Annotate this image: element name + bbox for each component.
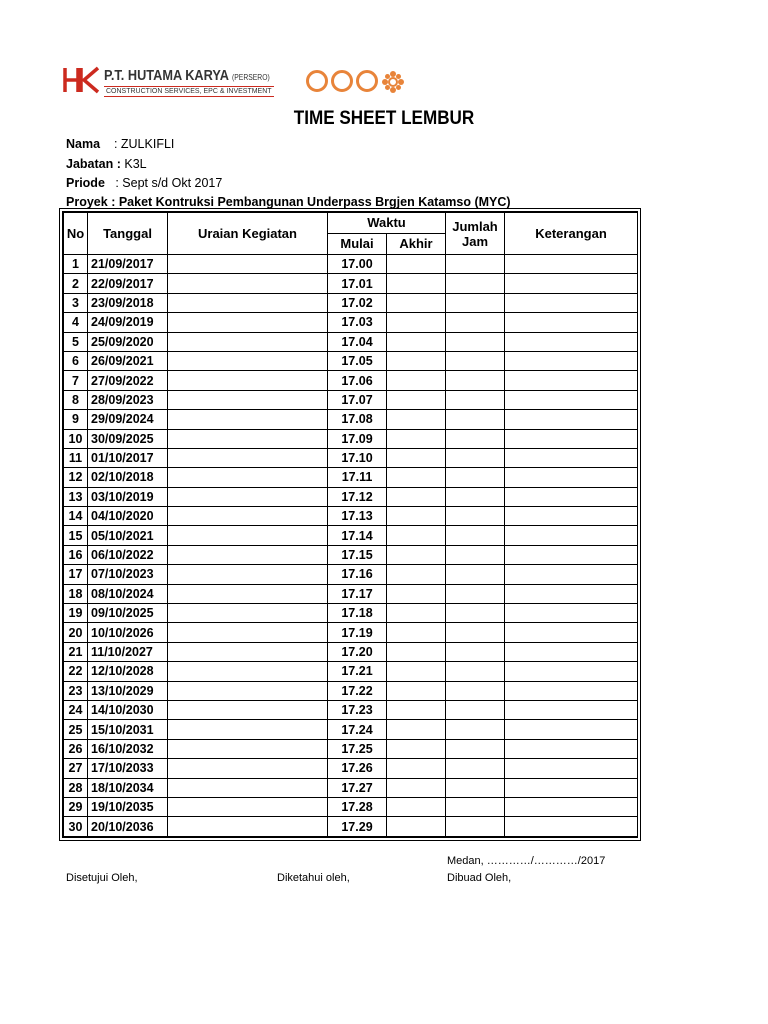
cell-mulai: 17.16: [328, 565, 387, 584]
cell-no: 3: [64, 293, 88, 312]
table-row: [64, 332, 638, 351]
cell-mulai: 17.05: [328, 351, 387, 370]
cell-jumlah-jam: [446, 332, 505, 351]
cell-uraian: [168, 681, 328, 700]
cell-akhir: [387, 487, 446, 506]
cell-keterangan: [505, 739, 638, 758]
cell-tanggal: 28/09/2023: [88, 390, 168, 409]
table-body: [64, 255, 638, 837]
cell-akhir: [387, 274, 446, 293]
table-row: [64, 778, 638, 797]
cell-mulai: 17.07: [328, 390, 387, 409]
cell-jumlah-jam: [446, 410, 505, 429]
cell-mulai: 17.11: [328, 468, 387, 487]
col-header-keterangan: Keterangan: [505, 213, 638, 255]
cell-no: 24: [64, 700, 88, 719]
cell-akhir: [387, 332, 446, 351]
cell-akhir: [387, 817, 446, 836]
cell-jumlah-jam: [446, 642, 505, 661]
cell-akhir: [387, 390, 446, 409]
cell-uraian: [168, 468, 328, 487]
cell-uraian: [168, 507, 328, 526]
cell-uraian: [168, 720, 328, 739]
table-row: [64, 545, 638, 564]
cell-jumlah-jam: [446, 778, 505, 797]
cell-uraian: [168, 448, 328, 467]
cell-jumlah-jam: [446, 623, 505, 642]
cell-tanggal: 05/10/2021: [88, 526, 168, 545]
cell-uraian: [168, 584, 328, 603]
cell-no: 23: [64, 681, 88, 700]
cell-keterangan: [505, 662, 638, 681]
cell-no: 9: [64, 410, 88, 429]
cell-mulai: 17.01: [328, 274, 387, 293]
cell-tanggal: 16/10/2032: [88, 739, 168, 758]
signature-dibuad: Dibuad Oleh,: [447, 872, 512, 884]
cell-akhir: [387, 759, 446, 778]
cell-akhir: [387, 681, 446, 700]
cell-akhir: [387, 584, 446, 603]
cell-mulai: 17.03: [328, 313, 387, 332]
cell-keterangan: [505, 623, 638, 642]
cell-keterangan: [505, 681, 638, 700]
cell-no: 18: [64, 584, 88, 603]
cell-tanggal: 29/09/2024: [88, 410, 168, 429]
cell-tanggal: 18/10/2034: [88, 778, 168, 797]
cell-akhir: [387, 778, 446, 797]
cell-uraian: [168, 759, 328, 778]
cell-uraian: [168, 332, 328, 351]
cell-akhir: [387, 313, 446, 332]
col-header-akhir: Akhir: [387, 234, 446, 255]
cell-tanggal: 10/10/2026: [88, 623, 168, 642]
table-row: [64, 642, 638, 661]
cell-keterangan: [505, 255, 638, 274]
cell-keterangan: [505, 429, 638, 448]
table-row: [64, 274, 638, 293]
cell-keterangan: [505, 410, 638, 429]
cell-uraian: [168, 293, 328, 312]
cell-keterangan: [505, 293, 638, 312]
table-row: [64, 448, 638, 467]
col-header-mulai: Mulai: [328, 234, 387, 255]
cell-no: 1: [64, 255, 88, 274]
cell-keterangan: [505, 700, 638, 719]
info-nama: Nama : ZULKIFLI: [66, 137, 175, 151]
cell-tanggal: 03/10/2019: [88, 487, 168, 506]
cell-no: 7: [64, 371, 88, 390]
cell-no: 15: [64, 526, 88, 545]
cell-keterangan: [505, 720, 638, 739]
info-proyek: Proyek : Paket Kontruksi Pembangunan Underpass Brgjen Katamso (MYC): [66, 195, 511, 209]
cell-no: 6: [64, 351, 88, 370]
cell-no: 2: [64, 274, 88, 293]
col-header-tanggal: Tanggal: [88, 213, 168, 255]
cell-uraian: [168, 739, 328, 758]
cell-tanggal: 06/10/2022: [88, 545, 168, 564]
cell-keterangan: [505, 468, 638, 487]
cell-mulai: 17.19: [328, 623, 387, 642]
iso-badge-icon: [306, 70, 328, 92]
cell-uraian: [168, 662, 328, 681]
cell-akhir: [387, 526, 446, 545]
cell-akhir: [387, 642, 446, 661]
cell-tanggal: 15/10/2031: [88, 720, 168, 739]
cell-jumlah-jam: [446, 604, 505, 623]
col-header-waktu: Waktu: [328, 213, 446, 234]
cell-mulai: 17.24: [328, 720, 387, 739]
table-row: [64, 429, 638, 448]
certification-badges: [306, 70, 405, 100]
cell-keterangan: [505, 313, 638, 332]
cell-jumlah-jam: [446, 700, 505, 719]
hk-logo-icon: [62, 66, 102, 96]
cell-jumlah-jam: [446, 545, 505, 564]
cell-jumlah-jam: [446, 351, 505, 370]
cell-jumlah-jam: [446, 681, 505, 700]
col-header-jumlah: Jumlah Jam: [446, 213, 505, 255]
cell-uraian: [168, 623, 328, 642]
cell-no: 16: [64, 545, 88, 564]
cell-tanggal: 17/10/2033: [88, 759, 168, 778]
cell-no: 27: [64, 759, 88, 778]
cell-mulai: 17.17: [328, 584, 387, 603]
cell-akhir: [387, 429, 446, 448]
cell-uraian: [168, 797, 328, 816]
cell-jumlah-jam: [446, 662, 505, 681]
cell-mulai: 17.20: [328, 642, 387, 661]
table-row: [64, 507, 638, 526]
cell-no: 30: [64, 817, 88, 836]
cell-jumlah-jam: [446, 293, 505, 312]
cell-akhir: [387, 293, 446, 312]
table-row: [64, 623, 638, 642]
cell-mulai: 17.28: [328, 797, 387, 816]
table-row: [64, 720, 638, 739]
cell-keterangan: [505, 759, 638, 778]
cell-jumlah-jam: [446, 487, 505, 506]
cell-no: 12: [64, 468, 88, 487]
cell-uraian: [168, 526, 328, 545]
cell-tanggal: 22/09/2017: [88, 274, 168, 293]
cell-akhir: [387, 565, 446, 584]
cell-jumlah-jam: [446, 274, 505, 293]
cell-jumlah-jam: [446, 584, 505, 603]
cell-keterangan: [505, 797, 638, 816]
cell-mulai: 17.23: [328, 700, 387, 719]
table-row: [64, 662, 638, 681]
place-date: Medan, …………/…………/2017: [447, 855, 606, 867]
cell-keterangan: [505, 584, 638, 603]
cell-keterangan: [505, 565, 638, 584]
cell-mulai: 17.14: [328, 526, 387, 545]
cell-keterangan: [505, 778, 638, 797]
cell-no: 26: [64, 739, 88, 758]
k3-emblem-icon: [381, 70, 405, 94]
cell-keterangan: [505, 448, 638, 467]
table-row: [64, 565, 638, 584]
table-row: [64, 313, 638, 332]
cell-jumlah-jam: [446, 468, 505, 487]
cell-uraian: [168, 487, 328, 506]
cell-keterangan: [505, 545, 638, 564]
cell-tanggal: 04/10/2020: [88, 507, 168, 526]
table-row: [64, 584, 638, 603]
cell-tanggal: 23/09/2018: [88, 293, 168, 312]
table-row: [64, 526, 638, 545]
cell-akhir: [387, 255, 446, 274]
cell-keterangan: [505, 274, 638, 293]
cell-no: 13: [64, 487, 88, 506]
company-tagline: CONSTRUCTION SERVICES, EPC & INVESTMENT: [106, 88, 272, 95]
table-row: [64, 681, 638, 700]
iso-badge-icon: [356, 70, 378, 92]
cell-uraian: [168, 274, 328, 293]
cell-tanggal: 25/09/2020: [88, 332, 168, 351]
cell-uraian: [168, 371, 328, 390]
cell-no: 11: [64, 448, 88, 467]
info-priode: Priode : Sept s/d Okt 2017: [66, 176, 223, 190]
table-row: [64, 390, 638, 409]
cell-jumlah-jam: [446, 390, 505, 409]
cell-no: 8: [64, 390, 88, 409]
cell-no: 20: [64, 623, 88, 642]
cell-uraian: [168, 255, 328, 274]
cell-keterangan: [505, 332, 638, 351]
cell-mulai: 17.13: [328, 507, 387, 526]
cell-mulai: 17.06: [328, 371, 387, 390]
cell-keterangan: [505, 390, 638, 409]
cell-mulai: 17.21: [328, 662, 387, 681]
cell-tanggal: 09/10/2025: [88, 604, 168, 623]
cell-keterangan: [505, 642, 638, 661]
cell-jumlah-jam: [446, 720, 505, 739]
cell-no: 25: [64, 720, 88, 739]
col-header-no: No: [64, 213, 88, 255]
table-row: [64, 739, 638, 758]
cell-jumlah-jam: [446, 255, 505, 274]
cell-akhir: [387, 448, 446, 467]
cell-keterangan: [505, 526, 638, 545]
cell-akhir: [387, 507, 446, 526]
cell-akhir: [387, 410, 446, 429]
cell-mulai: 17.04: [328, 332, 387, 351]
cell-jumlah-jam: [446, 739, 505, 758]
cell-tanggal: 02/10/2018: [88, 468, 168, 487]
cell-tanggal: 27/09/2022: [88, 371, 168, 390]
table-row: [64, 817, 638, 836]
cell-keterangan: [505, 351, 638, 370]
cell-jumlah-jam: [446, 429, 505, 448]
cell-akhir: [387, 545, 446, 564]
cell-no: 19: [64, 604, 88, 623]
cell-tanggal: 12/10/2028: [88, 662, 168, 681]
cell-keterangan: [505, 817, 638, 836]
cell-uraian: [168, 410, 328, 429]
cell-keterangan: [505, 371, 638, 390]
table-row: [64, 759, 638, 778]
cell-jumlah-jam: [446, 817, 505, 836]
cell-jumlah-jam: [446, 313, 505, 332]
cell-no: 21: [64, 642, 88, 661]
table-row: [64, 255, 638, 274]
cell-akhir: [387, 351, 446, 370]
cell-uraian: [168, 545, 328, 564]
cell-keterangan: [505, 604, 638, 623]
table-row: [64, 410, 638, 429]
cell-no: 29: [64, 797, 88, 816]
cell-mulai: 17.25: [328, 739, 387, 758]
cell-tanggal: 14/10/2030: [88, 700, 168, 719]
cell-keterangan: [505, 507, 638, 526]
col-header-uraian: Uraian Kegiatan: [168, 213, 328, 255]
cell-tanggal: 21/09/2017: [88, 255, 168, 274]
cell-tanggal: 13/10/2029: [88, 681, 168, 700]
cell-akhir: [387, 797, 446, 816]
cell-akhir: [387, 468, 446, 487]
cell-mulai: 17.26: [328, 759, 387, 778]
cell-no: 17: [64, 565, 88, 584]
cell-tanggal: 26/09/2021: [88, 351, 168, 370]
cell-uraian: [168, 390, 328, 409]
cell-akhir: [387, 604, 446, 623]
table-row: [64, 797, 638, 816]
cell-tanggal: 24/09/2019: [88, 313, 168, 332]
cell-akhir: [387, 739, 446, 758]
cell-mulai: 17.10: [328, 448, 387, 467]
cell-keterangan: [505, 487, 638, 506]
cell-mulai: 17.09: [328, 429, 387, 448]
timesheet-table: [62, 211, 638, 838]
cell-jumlah-jam: [446, 565, 505, 584]
cell-uraian: [168, 700, 328, 719]
cell-no: 14: [64, 507, 88, 526]
cell-mulai: 17.02: [328, 293, 387, 312]
cell-tanggal: 11/10/2027: [88, 642, 168, 661]
signature-diketahui: Diketahui oleh,: [277, 872, 350, 884]
cell-jumlah-jam: [446, 797, 505, 816]
page-title: TIME SHEET LEMBUR: [293, 108, 475, 129]
cell-tanggal: 01/10/2017: [88, 448, 168, 467]
table-row: [64, 700, 638, 719]
cell-mulai: 17.00: [328, 255, 387, 274]
cell-tanggal: 19/10/2035: [88, 797, 168, 816]
cell-mulai: 17.15: [328, 545, 387, 564]
cell-no: 22: [64, 662, 88, 681]
cell-uraian: [168, 817, 328, 836]
table-row: [64, 351, 638, 370]
cell-mulai: 17.22: [328, 681, 387, 700]
cell-mulai: 17.12: [328, 487, 387, 506]
cell-akhir: [387, 371, 446, 390]
signature-disetujui: Disetujui Oleh,: [66, 872, 138, 884]
table-row: [64, 468, 638, 487]
cell-jumlah-jam: [446, 507, 505, 526]
table-row: [64, 293, 638, 312]
cell-tanggal: 08/10/2024: [88, 584, 168, 603]
cell-akhir: [387, 720, 446, 739]
cell-mulai: 17.18: [328, 604, 387, 623]
cell-uraian: [168, 778, 328, 797]
cell-tanggal: 30/09/2025: [88, 429, 168, 448]
table-row: [64, 487, 638, 506]
company-name: P.T. HUTAMA KARYA (PERSERO): [104, 67, 270, 84]
cell-uraian: [168, 604, 328, 623]
cell-akhir: [387, 662, 446, 681]
cell-uraian: [168, 351, 328, 370]
cell-akhir: [387, 700, 446, 719]
cell-jumlah-jam: [446, 371, 505, 390]
cell-mulai: 17.08: [328, 410, 387, 429]
cell-tanggal: 07/10/2023: [88, 565, 168, 584]
cell-no: 5: [64, 332, 88, 351]
cell-no: 4: [64, 313, 88, 332]
cell-tanggal: 20/10/2036: [88, 817, 168, 836]
table-row: [64, 371, 638, 390]
cell-akhir: [387, 623, 446, 642]
iso-badge-icon: [331, 70, 353, 92]
cell-jumlah-jam: [446, 759, 505, 778]
cell-jumlah-jam: [446, 448, 505, 467]
cell-mulai: 17.29: [328, 817, 387, 836]
cell-mulai: 17.27: [328, 778, 387, 797]
cell-uraian: [168, 565, 328, 584]
cell-uraian: [168, 429, 328, 448]
cell-no: 10: [64, 429, 88, 448]
table-row: [64, 604, 638, 623]
cell-uraian: [168, 313, 328, 332]
company-logo: [62, 66, 352, 104]
info-jabatan: Jabatan : K3L: [66, 157, 147, 171]
cell-jumlah-jam: [446, 526, 505, 545]
cell-no: 28: [64, 778, 88, 797]
cell-uraian: [168, 642, 328, 661]
